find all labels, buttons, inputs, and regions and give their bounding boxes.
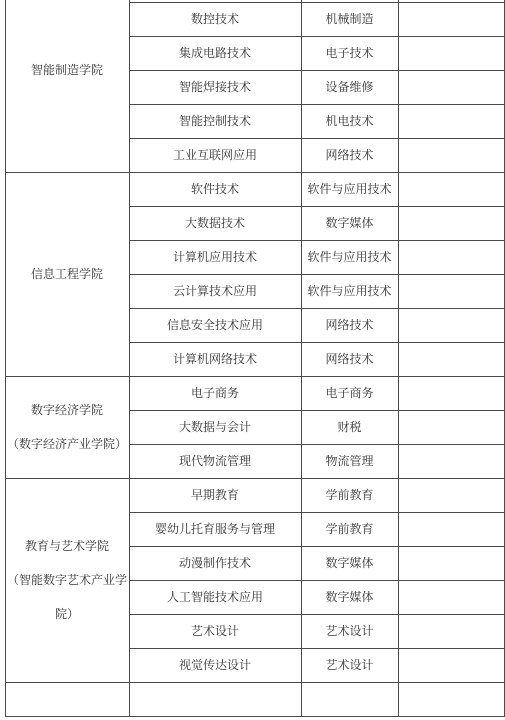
major-category: 数字媒体 xyxy=(325,216,374,230)
college-name-line: 数字经济学院 xyxy=(30,403,103,417)
major-category: 软件与应用技术 xyxy=(307,250,392,264)
empty-cell xyxy=(398,2,504,36)
row-divider-line xyxy=(129,2,505,3)
major-category: 数字媒体 xyxy=(325,556,374,570)
empty-cell xyxy=(398,240,504,274)
empty-cell xyxy=(398,70,504,104)
major-name: 云计算技术应用 xyxy=(172,284,257,298)
empty-cell xyxy=(398,546,504,580)
major-name: 婴幼儿托育服务与管理 xyxy=(154,522,275,536)
college-name-cell xyxy=(5,0,129,172)
empty-cell xyxy=(398,308,504,342)
college-name-line: 院） xyxy=(54,607,79,621)
major-category: 网络技术 xyxy=(325,148,374,162)
row-divider-line xyxy=(129,104,505,105)
major-name-cell xyxy=(129,172,301,206)
major-name: 现代物流管理 xyxy=(178,454,251,468)
college-name-line: 智能制造学院 xyxy=(30,63,103,77)
major-name: 信息安全技术应用 xyxy=(166,318,263,332)
major-name-cell xyxy=(129,410,301,444)
major-category: 设备维修 xyxy=(325,80,374,94)
major-category: 物流管理 xyxy=(325,454,374,468)
major-category-cell xyxy=(301,478,398,512)
row-divider-line xyxy=(129,206,505,207)
major-name-cell xyxy=(129,342,301,376)
empty-cell xyxy=(398,36,504,70)
column-line xyxy=(301,0,302,717)
college-name-line: 信息工程学院 xyxy=(30,267,103,281)
major-category: 网络技术 xyxy=(325,352,374,366)
major-name: 计算机应用技术 xyxy=(172,250,257,264)
empty-cell xyxy=(398,614,504,648)
major-category-cell xyxy=(301,274,398,308)
major-category: 艺术设计 xyxy=(325,658,374,672)
row-divider-line xyxy=(129,512,505,513)
row-divider-line xyxy=(129,444,505,445)
major-category-cell xyxy=(301,2,398,36)
empty-cell xyxy=(398,648,504,682)
major-name-cell xyxy=(129,546,301,580)
major-category-cell xyxy=(301,138,398,172)
empty-cell xyxy=(398,342,504,376)
major-name-cell xyxy=(129,614,301,648)
row-divider-line xyxy=(129,614,505,615)
row-divider-line xyxy=(129,546,505,547)
major-category: 机械制造 xyxy=(325,12,374,26)
major-name: 视觉传达设计 xyxy=(178,658,251,672)
major-category: 学前教育 xyxy=(325,522,374,536)
empty-cell xyxy=(398,172,504,206)
major-name-cell xyxy=(129,478,301,512)
row-divider-line xyxy=(129,138,505,139)
major-name: 电子商务 xyxy=(190,386,239,400)
major-name: 早期教育 xyxy=(190,488,239,502)
major-name: 大数据与会计 xyxy=(178,420,251,434)
empty-cell xyxy=(398,444,504,478)
major-category-cell xyxy=(301,36,398,70)
row-divider-line xyxy=(129,648,505,649)
major-name-cell xyxy=(129,580,301,614)
empty-cell xyxy=(398,206,504,240)
column-line xyxy=(398,0,399,717)
major-category-cell xyxy=(301,308,398,342)
empty-cell xyxy=(398,512,504,546)
major-category: 机电技术 xyxy=(325,114,374,128)
major-name: 智能焊接技术 xyxy=(178,80,251,94)
row-divider-line xyxy=(129,36,505,37)
row-divider-line xyxy=(129,308,505,309)
college-name-line: （智能数字艺术产业学 xyxy=(6,573,127,587)
row-divider-line xyxy=(129,70,505,71)
major-category-cell xyxy=(301,104,398,138)
major-category: 电子商务 xyxy=(325,386,374,400)
bottom-border-line xyxy=(5,716,505,717)
major-category: 艺术设计 xyxy=(325,624,374,638)
empty-cell xyxy=(398,138,504,172)
major-name-cell xyxy=(129,444,301,478)
major-name: 计算机网络技术 xyxy=(172,352,257,366)
major-name-cell xyxy=(129,36,301,70)
major-name: 集成电路技术 xyxy=(178,46,251,60)
major-category-cell xyxy=(301,172,398,206)
college-name-line: （数字经济产业学院） xyxy=(6,437,127,451)
major-category-cell xyxy=(301,648,398,682)
column-line xyxy=(5,0,6,717)
college-name-cell xyxy=(5,172,129,376)
empty-cell xyxy=(398,274,504,308)
major-category-cell xyxy=(301,342,398,376)
major-name-cell xyxy=(129,274,301,308)
empty-cell xyxy=(398,478,504,512)
empty-cell xyxy=(398,580,504,614)
major-name: 大数据技术 xyxy=(184,216,245,230)
major-category: 网络技术 xyxy=(325,318,374,332)
major-category-cell xyxy=(301,580,398,614)
major-name-cell xyxy=(129,240,301,274)
major-name: 艺术设计 xyxy=(190,624,239,638)
major-category-cell xyxy=(301,512,398,546)
major-category-cell xyxy=(301,70,398,104)
major-name: 人工智能技术应用 xyxy=(166,590,263,604)
major-name-cell xyxy=(129,138,301,172)
major-name: 动漫制作技术 xyxy=(178,556,251,570)
row-divider-line xyxy=(129,342,505,343)
major-name-cell xyxy=(129,2,301,36)
college-name-cell xyxy=(5,376,129,478)
major-name-cell xyxy=(129,376,301,410)
major-name: 数控技术 xyxy=(190,12,239,26)
major-name-cell xyxy=(129,206,301,240)
major-category-cell xyxy=(301,444,398,478)
empty-cell xyxy=(398,376,504,410)
major-category: 财税 xyxy=(337,420,362,434)
major-name: 智能控制技术 xyxy=(178,114,251,128)
empty-cell xyxy=(398,104,504,138)
group-divider-line xyxy=(5,682,505,683)
major-name-cell xyxy=(129,70,301,104)
major-category: 软件与应用技术 xyxy=(307,284,392,298)
major-category: 电子技术 xyxy=(325,46,374,60)
major-name-cell xyxy=(129,648,301,682)
column-line xyxy=(129,0,130,717)
college-name-line: 教育与艺术学院 xyxy=(24,539,109,553)
row-divider-line xyxy=(129,580,505,581)
major-category: 数字媒体 xyxy=(325,590,374,604)
major-name: 软件技术 xyxy=(190,182,239,196)
major-category-cell xyxy=(301,614,398,648)
row-divider-line xyxy=(129,274,505,275)
major-category-cell xyxy=(301,240,398,274)
row-divider-line xyxy=(129,240,505,241)
college-name-cell xyxy=(5,478,129,682)
major-name-cell xyxy=(129,104,301,138)
major-category-cell xyxy=(301,546,398,580)
major-category-cell xyxy=(301,206,398,240)
empty-cell xyxy=(398,410,504,444)
major-category-cell xyxy=(301,410,398,444)
major-name-cell xyxy=(129,308,301,342)
major-category-cell xyxy=(301,376,398,410)
major-name: 工业互联网应用 xyxy=(172,148,257,162)
major-name-cell xyxy=(129,512,301,546)
row-divider-line xyxy=(129,410,505,411)
major-category: 软件与应用技术 xyxy=(307,182,392,196)
major-category: 学前教育 xyxy=(325,488,374,502)
